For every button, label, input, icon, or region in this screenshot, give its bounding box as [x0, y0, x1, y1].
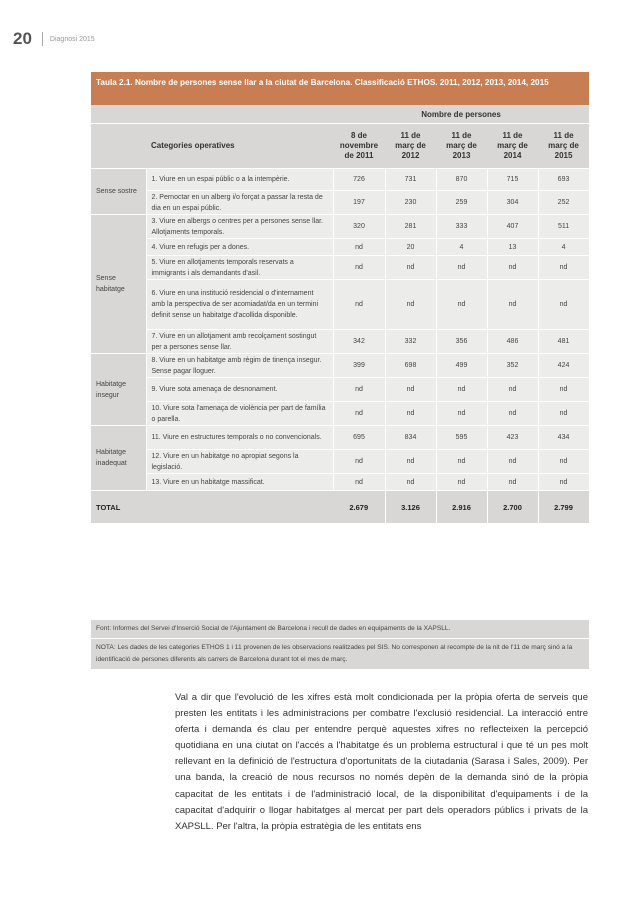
value-cell: 726 [333, 169, 385, 191]
value-cell: nd [538, 256, 589, 280]
value-cell: nd [385, 378, 436, 402]
category-label: 10. Viure sota l'amenaça de violència per part de família o parella. [146, 402, 333, 426]
value-cell: 281 [385, 215, 436, 239]
value-cell: nd [487, 280, 538, 330]
total-value-cell: 3.126 [385, 491, 436, 524]
value-cell: nd [487, 402, 538, 426]
value-cell: 4 [538, 239, 589, 256]
value-cell: 197 [333, 191, 385, 215]
value-cell: 4 [436, 239, 487, 256]
year-header: 11 de març de 2012 [385, 124, 436, 169]
row-group-label: Habitatge insegur [91, 354, 146, 426]
value-cell: nd [538, 474, 589, 491]
value-cell: nd [538, 402, 589, 426]
table-row [91, 426, 589, 450]
value-cell: nd [333, 239, 385, 256]
category-label: 9. Viure sota amenaça de desnonament. [146, 378, 333, 402]
category-label: 2. Pernoctar en un alberg i/o forçat a passar la resta de dia en un espai públic. [146, 191, 333, 215]
value-cell: 499 [436, 354, 487, 378]
table-row [91, 450, 589, 474]
value-cell: 352 [487, 354, 538, 378]
value-cell: 342 [333, 330, 385, 354]
value-cell: nd [487, 474, 538, 491]
total-value-cell: 2.679 [333, 491, 385, 524]
value-cell: nd [333, 450, 385, 474]
value-cell: 595 [436, 426, 487, 450]
value-cell: nd [385, 256, 436, 280]
body-paragraph: Val a dir que l'evolució de les xifres està molt condicionada per la pròpia oferta de serveis que presten les entitats i les administracions per combatre l'exclusió residencial. La interacció entre oferta i demanda és clau per entendre perquè aquestes xifres no reflecteixen la percepció quotidiana en una ciutat on l'accés a l'habitatge és un problema estructural i que té un pes molt rellevant en la definició de l'estructura d'oportunitats de la ciutadania (Sarasa i Sales, 2009). Per una banda, la creació de nous recursos no només depèn de la demanda sinó de la pròpia capacitat de les entitats i de l'administració local, de la disponibilitat d'equipaments i de la capacitat d'adquirir o llogar habitatges al mercat per part dels operadors públics i privats de la XAPSLL. Per l'altra, la pròpia estratègia de les entitats ens [175, 692, 588, 832]
category-label: 5. Viure en allotjaments temporals reservats a immigrants i als demandants d'asil. [146, 256, 333, 280]
value-cell: nd [436, 256, 487, 280]
value-cell: 695 [333, 426, 385, 450]
table-row [91, 239, 589, 256]
value-cell: 424 [538, 354, 589, 378]
value-cell: 356 [436, 330, 487, 354]
table-row [91, 378, 589, 402]
table-row [91, 191, 589, 215]
value-cell: 434 [538, 426, 589, 450]
homeless-table [91, 105, 590, 524]
value-cell: 834 [385, 426, 436, 450]
value-cell: 399 [333, 354, 385, 378]
row-group-label: Habitatge inadequat [91, 426, 146, 491]
year-header: 11 de març de 2013 [436, 124, 487, 169]
value-cell: nd [487, 378, 538, 402]
table-column-header-row [91, 124, 589, 169]
header-divider [42, 32, 43, 46]
table-row [91, 474, 589, 491]
category-label: 1. Viure en un espai públic o a la intempèrie. [146, 169, 333, 191]
total-label: TOTAL [91, 491, 146, 524]
total-value-cell: 2.700 [487, 491, 538, 524]
table-row [91, 215, 589, 239]
total-value-cell: 2.799 [538, 491, 589, 524]
table-notes [91, 620, 589, 669]
value-cell: 486 [487, 330, 538, 354]
year-header: 11 de març de 2015 [538, 124, 589, 169]
value-cell: nd [333, 474, 385, 491]
year-header: 8 de novembre de 2011 [333, 124, 385, 169]
value-cell: nd [436, 450, 487, 474]
value-cell: 715 [487, 169, 538, 191]
value-cell: 511 [538, 215, 589, 239]
value-cell: nd [487, 256, 538, 280]
value-cell: 304 [487, 191, 538, 215]
category-column-header: Categories operatives [146, 124, 333, 169]
row-group-label: Sense habitatge [91, 215, 146, 354]
table-title: Taula 2.1. Nombre de persones sense llar a la ciutat de Barcelona. Classificació ETHOS. 2011, 2012, 2013, 2014, 2015 [91, 72, 589, 105]
value-cell: 320 [333, 215, 385, 239]
table-row [91, 256, 589, 280]
value-cell: 259 [436, 191, 487, 215]
category-label: 12. Viure en un habitatge no apropiat segons la legislació. [146, 450, 333, 474]
value-cell: 230 [385, 191, 436, 215]
value-cell: nd [436, 280, 487, 330]
value-cell: 698 [385, 354, 436, 378]
value-cell: nd [385, 450, 436, 474]
category-label: 4. Viure en refugis per a dones. [146, 239, 333, 256]
value-cell: nd [436, 378, 487, 402]
value-cell: 870 [436, 169, 487, 191]
value-cell: nd [333, 402, 385, 426]
table-row [91, 330, 589, 354]
value-cell: 20 [385, 239, 436, 256]
table-body [91, 169, 589, 524]
category-label: 3. Viure en albergs o centres per a persones sense llar. Allotjaments temporals. [146, 215, 333, 239]
group-header: Nombre de persones [333, 105, 589, 124]
value-cell: 13 [487, 239, 538, 256]
table-group-header-row [91, 105, 589, 124]
value-cell: 693 [538, 169, 589, 191]
value-cell: 731 [385, 169, 436, 191]
table-row [91, 280, 589, 330]
value-cell: nd [538, 280, 589, 330]
value-cell: nd [333, 280, 385, 330]
category-label: 11. Viure en estructures temporals o no convencionals. [146, 426, 333, 450]
table-row [91, 169, 589, 191]
total-value-cell: 2.916 [436, 491, 487, 524]
value-cell: nd [487, 450, 538, 474]
row-group-label: Sense sostre [91, 169, 146, 215]
value-cell: nd [333, 256, 385, 280]
table-row [91, 402, 589, 426]
value-cell: nd [385, 474, 436, 491]
total-row [91, 491, 589, 524]
value-cell: 332 [385, 330, 436, 354]
value-cell: 481 [538, 330, 589, 354]
value-cell: nd [436, 474, 487, 491]
value-cell: nd [538, 450, 589, 474]
value-cell: 333 [436, 215, 487, 239]
category-label: 6. Viure en una institució residencial o d'internament amb la perspectiva de ser acomiadat/da en un termini definit sense un habitatge d'acollida disponible. [146, 280, 333, 330]
value-cell: nd [385, 402, 436, 426]
page-header [13, 30, 95, 48]
category-label: 7. Viure en un allotjament amb recolçament sostingut per a persones sense llar. [146, 330, 333, 354]
document-title: Diagnosi 2015 [49, 35, 95, 43]
value-cell: 252 [538, 191, 589, 215]
value-cell: 423 [487, 426, 538, 450]
table-row [91, 354, 589, 378]
year-header: 11 de març de 2014 [487, 124, 538, 169]
category-label: 8. Viure en un habitatge amb règim de tinença insegur. Sense pagar lloguer. [146, 354, 333, 378]
category-label: 13. Viure en un habitatge massificat. [146, 474, 333, 491]
data-table-block [91, 72, 589, 524]
page-number: 20 [13, 29, 32, 48]
source-note: Font: Informes del Servei d'Inserció Social de l'Ajuntament de Barcelona i recull de dades en equipaments de la XAPSLL. [91, 620, 589, 638]
value-cell: 407 [487, 215, 538, 239]
value-cell: nd [333, 378, 385, 402]
value-cell: nd [436, 402, 487, 426]
value-cell: nd [385, 280, 436, 330]
methodology-note: NOTA: Les dades de les categories ETHOS 1 i 11 provenen de les observacions realitzades pel SIS. No corresponen al recompte de la nit de l'11 de març sinó a la identificació de persones diferents als carrers de Barcelona durant tot el mes de març. [91, 639, 589, 669]
value-cell: nd [538, 378, 589, 402]
